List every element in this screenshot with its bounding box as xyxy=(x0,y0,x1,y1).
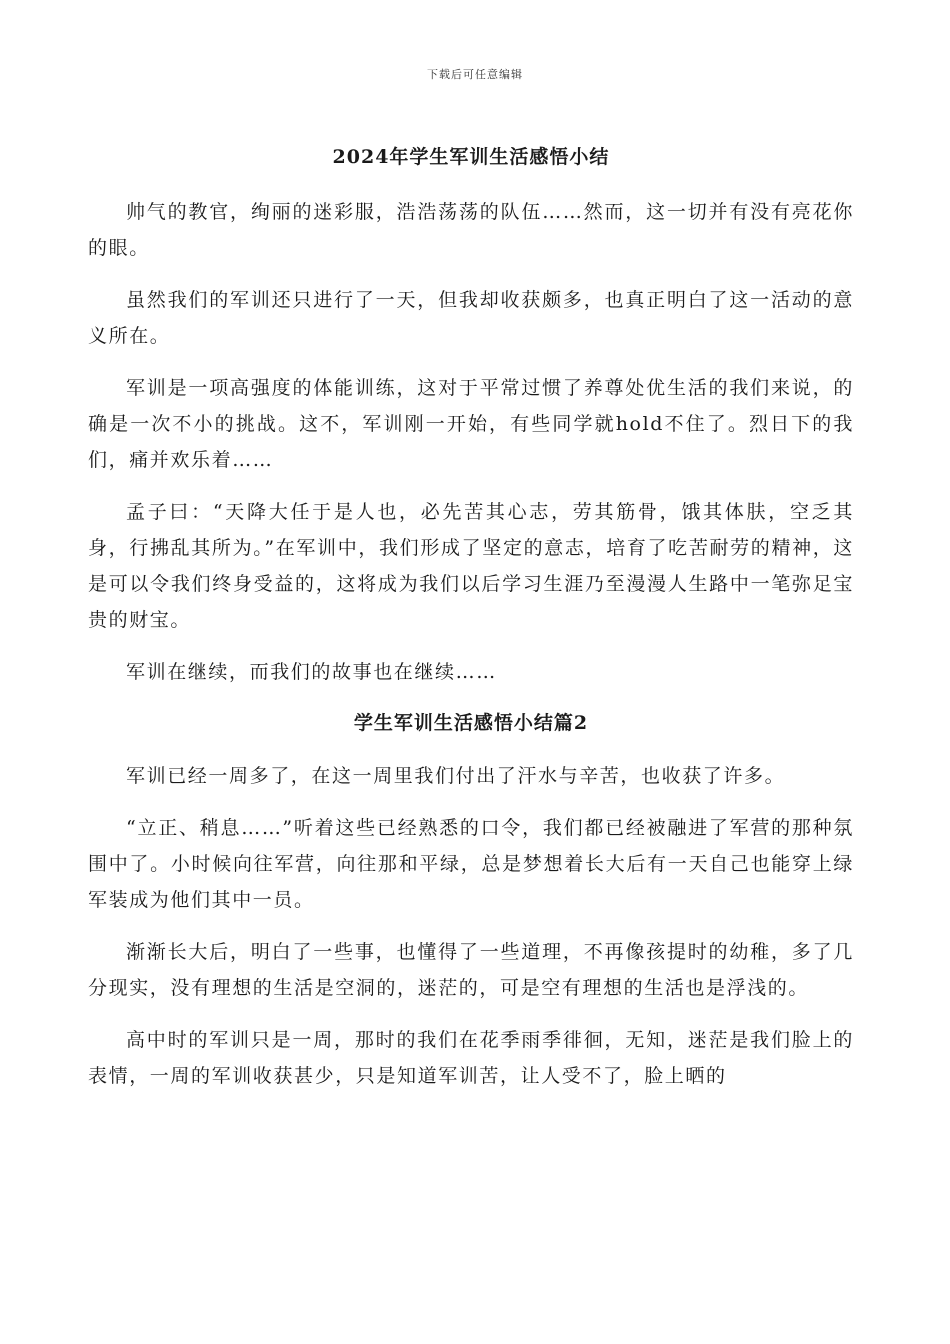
paragraph: 孟子曰：“天降大任于是人也，必先苦其心志，劳其筋骨，饿其体肤，空乏其身，行拂乱其所为。”在军训中，我们形成了坚定的意志，培育了吃苦耐劳的精神，这是可以令我们终身受益的，这将成为我们以后学习生涯乃至漫漫人生路中一笔弥足宝贵的财宝。 xyxy=(88,501,854,631)
paragraph: 渐渐长大后，明白了一些事，也懂得了一些道理，不再像孩提时的幼稚，多了几分现实，没有理想的生活是空洞的，迷茫的，可是空有理想的生活也是浮浅的。 xyxy=(88,941,854,999)
paragraph: 虽然我们的军训还只进行了一天，但我却收获颇多，也真正明白了这一活动的意义所在。 xyxy=(88,289,854,347)
paragraph: 军训已经一周多了，在这一周里我们付出了汗水与辛苦，也收获了许多。 xyxy=(126,765,786,787)
document-title: 2024年学生军训生活感悟小结 xyxy=(332,146,610,168)
paragraph: 军训是一项高强度的体能训练，这对于平常过惯了养尊处优生活的我们来说，的确是一次不小的挑战。这不，军训刚一开始，有些同学就hold不住了。烈日下的我们，痛并欢乐着…… xyxy=(88,377,854,471)
paragraph: 帅气的教官，绚丽的迷彩服，浩浩荡荡的队伍……然而，这一切并有没有亮花你的眼。 xyxy=(88,201,854,259)
document-body xyxy=(88,140,854,1110)
paragraph: 军训在继续，而我们的故事也在继续…… xyxy=(126,661,497,683)
header-note: 下载后可任意编辑 xyxy=(427,68,523,81)
paragraph: “立正、稍息……”听着这些已经熟悉的口令，我们都已经被融进了军营的那种氛围中了。小时候向往军营，向往那和平绿，总是梦想着长大后有一天自己也能穿上绿军装成为他们其中一员。 xyxy=(88,817,854,911)
section-heading: 学生军训生活感悟小结篇2 xyxy=(353,712,589,734)
paragraph: 高中时的军训只是一周，那时的我们在花季雨季徘徊，无知，迷茫是我们脸上的表情，一周的军训收获甚少，只是知道军训苦，让人受不了，脸上晒的 xyxy=(88,1029,854,1087)
